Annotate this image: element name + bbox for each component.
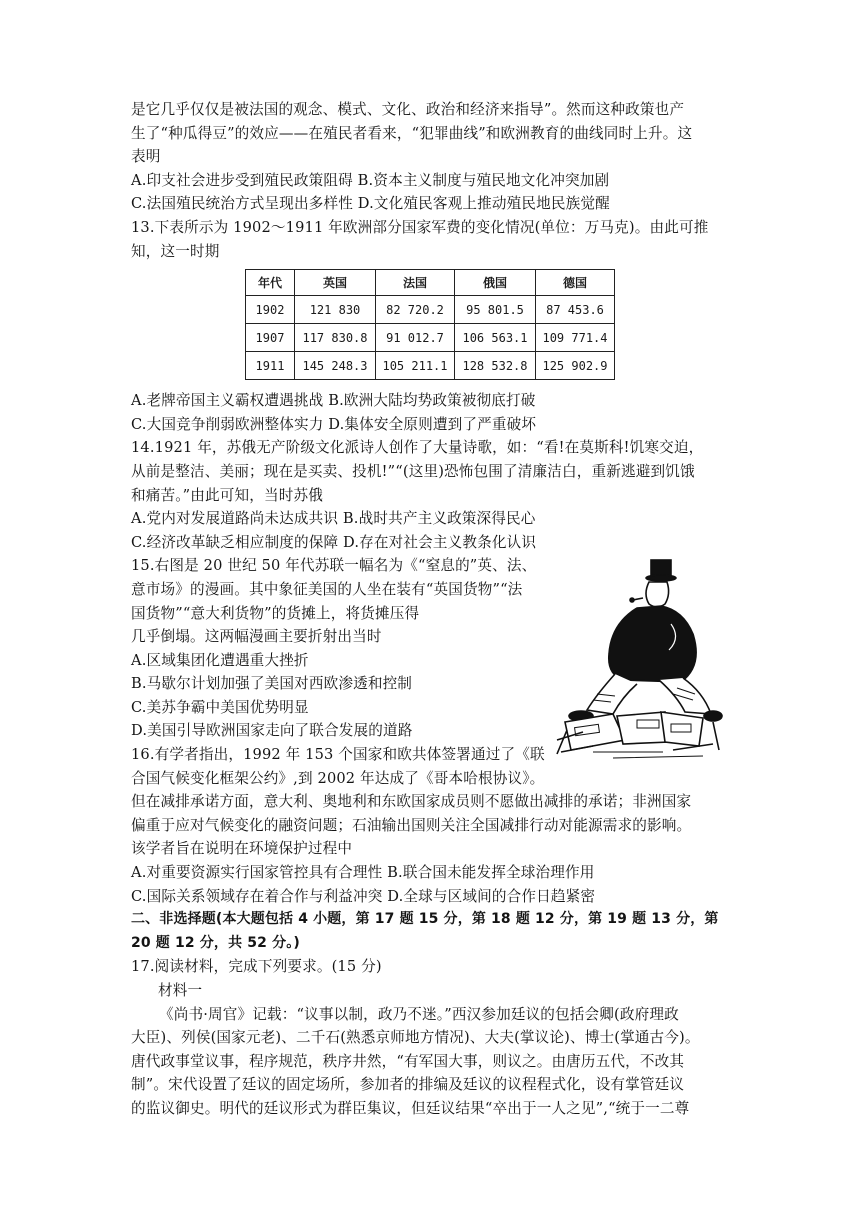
table-cell: 87 453.6 bbox=[536, 296, 615, 324]
option-line: A.老牌帝国主义霸权遭遇挑战 B.欧洲大陆均势政策被彻底打破 bbox=[131, 392, 536, 410]
military-spending-table-wrap bbox=[131, 263, 736, 389]
section-heading-line: 二、非选择题(本大题包括 4 小题，第 17 题 15 分，第 18 题 12 分，第 19 题 13 分，第 bbox=[131, 911, 719, 928]
option-line: A.党内对发展道路尚未达成共识 B.战时共产主义政策深得民心 bbox=[131, 510, 536, 528]
table-row bbox=[246, 296, 615, 324]
table-cell: 121 830 bbox=[295, 296, 376, 324]
text-line: 几乎倒塌。这两幅漫画主要折射出当时 bbox=[131, 628, 382, 646]
text-line: 知，这一时期 bbox=[131, 242, 220, 260]
table-cell: 106 563.1 bbox=[455, 324, 536, 352]
option-line: B.马歇尔计划加强了美国对西欧渗透和控制 bbox=[131, 675, 413, 693]
question-17: 17.阅读材料，完成下列要求。(15 分) bbox=[131, 958, 382, 976]
text-line: 《尚书·周官》记载：“议事以制，政乃不迷。”西汉参加廷议的包括会卿(政府理政 bbox=[159, 1005, 679, 1023]
table-cell: 1907 bbox=[246, 324, 295, 352]
text-line: 制”。宋代设置了廷议的固定场所，参加者的排编及廷议的议程程式化，设有掌管廷议 bbox=[131, 1076, 685, 1094]
table-cell: 125 902.9 bbox=[536, 352, 615, 380]
text-block-top bbox=[131, 98, 736, 263]
text-line: 但在减排承诺方面，意大利、奥地利和东欧国家成员则不愿做出减排的承诺；非洲国家 bbox=[131, 793, 692, 811]
question-14: 14.1921 年，苏俄无产阶级文化派诗人创作了大量诗歌，如：“看!在莫斯科!饥寒交迫， bbox=[131, 439, 704, 457]
cartoon-illustration bbox=[553, 554, 723, 762]
text-line: 表明 bbox=[131, 148, 161, 166]
table-cell: 82 720.2 bbox=[376, 296, 455, 324]
text-line: 唐代政事堂议事，程序规范，秩序井然，“有军国大事，则议之。由唐历五代，不改其 bbox=[131, 1052, 685, 1070]
table-cell: 105 211.1 bbox=[376, 352, 455, 380]
section-heading bbox=[131, 908, 736, 955]
option-line: C.经济改革缺乏相应制度的保障 D.存在对社会主义教条化认识 bbox=[131, 533, 537, 551]
text-line: 意市场》的漫画。其中象征美国的人坐在装有“英国货物”“法 bbox=[131, 580, 523, 598]
option-line: D.美国引导欧洲国家走向了联合发展的道路 bbox=[131, 722, 413, 740]
option-line: C.美苏争霸中美国优势明显 bbox=[131, 698, 309, 716]
table-cell: 145 248.3 bbox=[295, 352, 376, 380]
option-line: C.大国竞争削弱欧洲整体实力 D.集体安全原则遭到了严重破坏 bbox=[131, 415, 537, 433]
question-15: 15.右图是 20 世纪 50 年代苏联一幅名为《“窒息的”英、法、 bbox=[131, 557, 537, 575]
option-line: A.印支社会进步受到殖民政策阻碍 B.资本主义制度与殖民地文化冲突加剧 bbox=[131, 171, 610, 189]
material-text bbox=[131, 1003, 736, 1121]
question-13: 13.下表所示为 1902～1911 年欧洲部分国家军费的变化情况(单位：万马克)。由此可推 bbox=[131, 218, 709, 236]
table-cell: 128 532.8 bbox=[455, 352, 536, 380]
table-header: 法国 bbox=[376, 270, 455, 296]
text-line: 的监议御史。明代的廷议形式为群臣集议，但廷议结果“卒出于一人之见”,“统于一二尊 bbox=[131, 1099, 690, 1117]
text-line: 生了“种瓜得豆”的效应——在殖民者看来，“犯罪曲线”和欧洲教育的曲线同时上升。这 bbox=[131, 124, 693, 142]
section-heading-line: 20 题 12 分，共 52 分。) bbox=[131, 934, 300, 951]
table-cell: 95 801.5 bbox=[455, 296, 536, 324]
text-line: 偏重于应对气候变化的融资问题；石油输出国则关注全国减排行动对能源需求的影响。 bbox=[131, 816, 692, 834]
question-16: 16.有学者指出，1992 年 153 个国家和欧共体签署通过了《联 bbox=[131, 746, 545, 764]
option-line: A.对重要资源实行国家管控具有合理性 B.联合国未能发挥全球治理作用 bbox=[131, 864, 595, 882]
table-cell: 1911 bbox=[246, 352, 295, 380]
table-cell: 117 830.8 bbox=[295, 324, 376, 352]
text-line: 该学者旨在说明在环境保护过程中 bbox=[131, 840, 353, 858]
text-line: 和痛苦。”由此可知，当时苏俄 bbox=[131, 486, 323, 504]
option-line: A.区域集团化遭遇重大挫折 bbox=[131, 651, 309, 669]
table-header: 俄国 bbox=[455, 270, 536, 296]
table-cell: 91 012.7 bbox=[376, 324, 455, 352]
option-line: C.国际关系领域存在着合作与利益冲突 D.全球与区域间的合作日趋紧密 bbox=[131, 887, 596, 905]
text-line: 是它几乎仅仅是被法国的观念、模式、文化、政治和经济来指导”。然而这种政策也产 bbox=[131, 101, 685, 118]
table-cell: 1902 bbox=[246, 296, 295, 324]
table-cell: 109 771.4 bbox=[536, 324, 615, 352]
table-header: 德国 bbox=[536, 270, 615, 296]
table-header: 年代 bbox=[246, 270, 295, 296]
text-line: 大臣)、列侯(国家元老)、二千石(熟悉京师地方情况)、大夫(掌议论)、博士(掌通古今)。 bbox=[131, 1029, 700, 1047]
military-spending-table bbox=[245, 269, 615, 380]
text-line: 从前是整洁、美丽；现在是买卖、投机!”“(这里)恐怖包围了清廉洁白，重新逃避到饥饿 bbox=[131, 462, 695, 480]
table-row bbox=[246, 352, 615, 380]
text-line: 国货物”“意大利货物”的货摊上，将货摊压得 bbox=[131, 604, 420, 622]
option-line: C.法国殖民统治方式呈现出多样性 D.文化殖民客观上推动殖民地民族觉醒 bbox=[131, 195, 610, 213]
table-header: 英国 bbox=[295, 270, 376, 296]
material-label: 材料一 bbox=[158, 982, 203, 999]
table-row bbox=[246, 324, 615, 352]
text-line: 合国气候变化框架公约》,到 2002 年达成了《哥本哈根协议》。 bbox=[131, 769, 545, 787]
table-header-row bbox=[246, 270, 615, 296]
